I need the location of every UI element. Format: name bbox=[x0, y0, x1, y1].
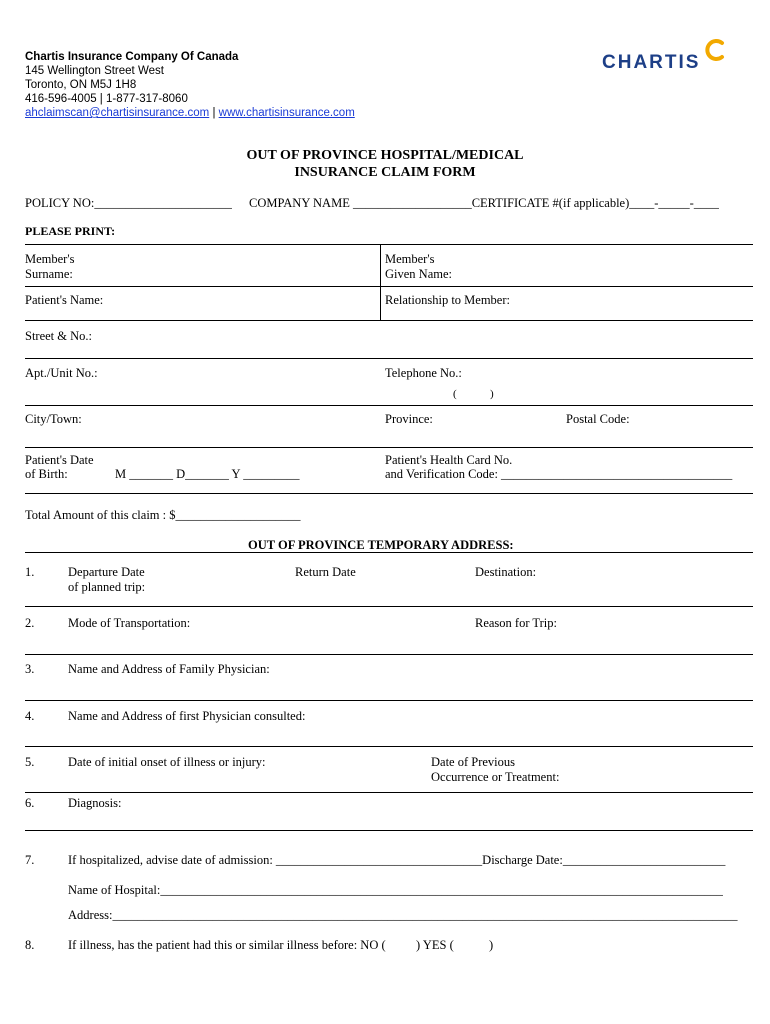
divider bbox=[25, 746, 753, 747]
apt-label: Apt./Unit No.: bbox=[25, 366, 98, 380]
return-date-label: Return Date bbox=[295, 565, 356, 579]
health-card-field[interactable]: and Verification Code: _____________________________________ bbox=[385, 467, 733, 481]
divider bbox=[25, 606, 753, 607]
reason-label: Reason for Trip: bbox=[475, 616, 557, 630]
street-label: Street & No.: bbox=[25, 329, 93, 343]
please-print-label: PLEASE PRINT: bbox=[25, 224, 116, 238]
telephone-paren-close: ) bbox=[490, 388, 494, 400]
company-certificate-field[interactable]: COMPANY NAME ___________________CERTIFICATE #(if applicable)____-_____-____ bbox=[249, 196, 719, 210]
logo-c-mark-icon bbox=[702, 38, 730, 64]
column-divider bbox=[380, 244, 381, 320]
company-contacts bbox=[25, 106, 355, 120]
q6-number: 6. bbox=[25, 796, 35, 810]
postal-code-label: Postal Code: bbox=[566, 412, 630, 426]
telephone-paren-open: ( bbox=[453, 388, 457, 400]
divider bbox=[25, 700, 753, 701]
divider bbox=[25, 654, 753, 655]
first-physician-label: Name and Address of first Physician consulted: bbox=[68, 709, 306, 723]
relationship-label: Relationship to Member: bbox=[385, 293, 510, 307]
temp-address-heading: OUT OF PROVINCE TEMPORARY ADDRESS: bbox=[248, 538, 514, 552]
previous-date-label-2: Occurrence or Treatment: bbox=[431, 770, 560, 784]
form-title-line1: OUT OF PROVINCE HOSPITAL/MEDICAL bbox=[246, 148, 524, 163]
hospital-address-field[interactable]: Address:____________________________________________________________________________________________________ bbox=[68, 908, 738, 922]
dob-field[interactable]: M _______ D_______ Y _________ bbox=[115, 467, 300, 481]
divider bbox=[25, 358, 753, 359]
q3-number: 3. bbox=[25, 662, 35, 676]
logo-wordmark: CHARTIS bbox=[602, 52, 701, 73]
similar-illness-close: ) bbox=[489, 938, 494, 952]
divider bbox=[25, 320, 753, 321]
member-given-label-2: Given Name: bbox=[385, 267, 452, 281]
diagnosis-label: Diagnosis: bbox=[68, 796, 122, 810]
company-name: Chartis Insurance Company Of Canada bbox=[25, 51, 239, 63]
divider bbox=[25, 447, 753, 448]
dob-label-2: of Birth: bbox=[25, 467, 68, 481]
telephone-label: Telephone No.: bbox=[385, 366, 462, 380]
divider bbox=[25, 405, 753, 406]
contact-separator: | bbox=[212, 107, 216, 119]
email-link[interactable]: ahclaimscan@chartisinsurance.com bbox=[25, 107, 210, 119]
total-amount-field[interactable]: Total Amount of this claim : $____________________ bbox=[25, 508, 301, 522]
destination-label: Destination: bbox=[475, 565, 537, 579]
company-street: 145 Wellington Street West bbox=[25, 65, 164, 77]
q4-number: 4. bbox=[25, 709, 35, 723]
divider bbox=[25, 552, 753, 553]
dob-label-1: Patient's Date bbox=[25, 453, 94, 467]
divider bbox=[25, 244, 753, 245]
province-label: Province: bbox=[385, 412, 433, 426]
website-link[interactable]: www.chartisinsurance.com bbox=[218, 107, 355, 119]
similar-illness-yes-label[interactable]: ) YES ( bbox=[416, 938, 454, 952]
divider bbox=[25, 286, 753, 287]
divider bbox=[25, 493, 753, 494]
chartis-logo bbox=[602, 38, 732, 74]
q7-number: 7. bbox=[25, 853, 35, 867]
member-given-label-1: Member's bbox=[385, 252, 435, 266]
previous-date-label-1: Date of Previous bbox=[431, 755, 516, 769]
patient-name-label: Patient's Name: bbox=[25, 293, 104, 307]
member-surname-label-1: Member's bbox=[25, 252, 75, 266]
form-title-line2: INSURANCE CLAIM FORM bbox=[294, 165, 476, 180]
company-city: Toronto, ON M5J 1H8 bbox=[25, 79, 137, 91]
departure-date-label-2: of planned trip: bbox=[68, 580, 146, 594]
departure-date-label-1: Departure Date bbox=[68, 565, 145, 579]
hospital-name-field[interactable]: Name of Hospital:__________________________________________________________________________________________ bbox=[68, 883, 723, 897]
q5-number: 5. bbox=[25, 755, 35, 769]
q1-number: 1. bbox=[25, 565, 35, 579]
member-surname-label-2: Surname: bbox=[25, 267, 73, 281]
policy-no-field[interactable]: POLICY NO:______________________ bbox=[25, 196, 232, 210]
divider bbox=[25, 792, 753, 793]
divider bbox=[25, 830, 753, 831]
transportation-label: Mode of Transportation: bbox=[68, 616, 191, 630]
similar-illness-no-label[interactable]: If illness, has the patient had this or similar illness before: NO ( bbox=[68, 938, 386, 952]
company-phones: 416-596-4005 | 1-877-317-8060 bbox=[25, 93, 188, 105]
admission-discharge-field[interactable]: If hospitalized, advise date of admission: _________________________________Discharge Date:__________________________ bbox=[68, 853, 726, 867]
health-card-label-1: Patient's Health Card No. bbox=[385, 453, 513, 467]
q8-number: 8. bbox=[25, 938, 35, 952]
city-label: City/Town: bbox=[25, 412, 82, 426]
q2-number: 2. bbox=[25, 616, 35, 630]
onset-date-label: Date of initial onset of illness or injury: bbox=[68, 755, 266, 769]
family-physician-label: Name and Address of Family Physician: bbox=[68, 662, 270, 676]
